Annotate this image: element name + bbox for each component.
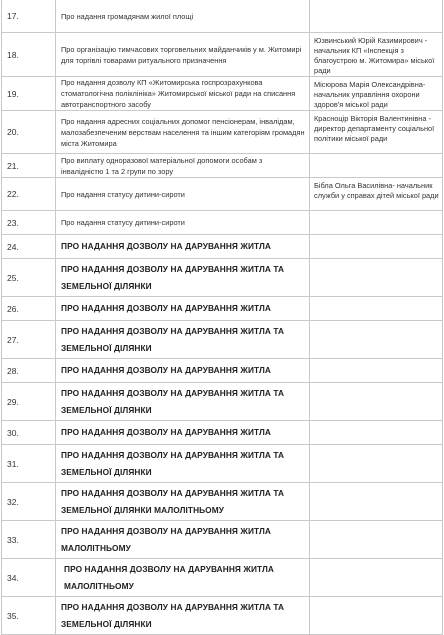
table-row: [2, 421, 443, 445]
responsible-person: Бібла Ольга Василівна- начальник служби у справах дітей міської ради: [310, 178, 443, 211]
table-row: [2, 445, 443, 483]
row-number: 29.: [2, 383, 56, 421]
table-row: [2, 235, 443, 259]
table-row: [2, 297, 443, 321]
table-row: [2, 321, 443, 359]
table-row: [2, 483, 443, 521]
responsible-person: [310, 321, 443, 359]
agenda-item-title: Про надання статусу дитини-сироти: [56, 178, 310, 211]
table-row: [2, 259, 443, 297]
agenda-item-title: Про надання адресних соціальних допомог пенсіонерам, інвалідам, малозабезпеченим верствам населення та іншим категоріям громадян міста Житомира: [56, 111, 310, 154]
row-number: 28.: [2, 359, 56, 383]
agenda-item-title: Про надання громадянам жилої площі: [56, 0, 310, 33]
row-number: 25.: [2, 259, 56, 297]
agenda-item-title: ПРО НАДАННЯ ДОЗВОЛУ НА ДАРУВАННЯ ЖИТЛА ТА ЗЕМЕЛЬНОЇ ДІЛЯНКИ: [56, 383, 310, 421]
agenda-item-title: ПРО НАДАННЯ ДОЗВОЛУ НА ДАРУВАННЯ ЖИТЛА: [56, 235, 310, 259]
agenda-item-title: ПРО НАДАННЯ ДОЗВОЛУ НА ДАРУВАННЯ ЖИТЛА МАЛОЛІТНЬОМУ: [56, 559, 310, 597]
table-row: [2, 559, 443, 597]
agenda-item-title: ПРО НАДАННЯ ДОЗВОЛУ НА ДАРУВАННЯ ЖИТЛА: [56, 421, 310, 445]
agenda-item-title: Про надання статусу дитини-сироти: [56, 211, 310, 235]
agenda-item-title: Про організацію тимчасових торговельних майданчиків у м. Житомирі для торгівлі товарами ритуального призначення: [56, 33, 310, 77]
row-number: 19.: [2, 77, 56, 111]
row-number: 33.: [2, 521, 56, 559]
row-number: 34.: [2, 559, 56, 597]
agenda-item-title: ПРО НАДАННЯ ДОЗВОЛУ НА ДАРУВАННЯ ЖИТЛА ТА ЗЕМЕЛЬНОЇ ДІЛЯНКИ: [56, 259, 310, 297]
responsible-person: [310, 154, 443, 178]
responsible-person: [310, 359, 443, 383]
table-row: [2, 359, 443, 383]
agenda-item-title: ПРО НАДАННЯ ДОЗВОЛУ НА ДАРУВАННЯ ЖИТЛА ТА ЗЕМЕЛЬНОЇ ДІЛЯНКИ: [56, 597, 310, 635]
agenda-item-title: Про виплату одноразової матеріальної допомоги особам з інвалідністю 1 та 2 групи по зору: [56, 154, 310, 178]
table-row: [2, 33, 443, 77]
responsible-person: [310, 559, 443, 597]
row-number: 23.: [2, 211, 56, 235]
table-row: [2, 178, 443, 211]
responsible-person: Місюрова Марія Олександрівна- начальник управління охорони здоров'я міської ради: [310, 77, 443, 111]
row-number: 18.: [2, 33, 56, 77]
responsible-person: [310, 235, 443, 259]
responsible-person: [310, 211, 443, 235]
agenda-item-title: Про надання дозволу КП «Житомирська госпрозрахункова стоматологічна поліклініка» Житомирської міської ради на списання автотранспортного засобу: [56, 77, 310, 111]
agenda-item-title: ПРО НАДАННЯ ДОЗВОЛУ НА ДАРУВАННЯ ЖИТЛА ТА ЗЕМЕЛЬНОЇ ДІЛЯНКИ: [56, 445, 310, 483]
table-row: [2, 383, 443, 421]
responsible-person: [310, 597, 443, 635]
table-row: [2, 597, 443, 635]
agenda-item-title: ПРО НАДАННЯ ДОЗВОЛУ НА ДАРУВАННЯ ЖИТЛА: [56, 297, 310, 321]
responsible-person: Красноцір Вікторія Валентинівна - директор департаменту соціальної політики міської ради: [310, 111, 443, 154]
row-number: 35.: [2, 597, 56, 635]
row-number: 22.: [2, 178, 56, 211]
row-number: 26.: [2, 297, 56, 321]
responsible-person: [310, 0, 443, 33]
table-row: [2, 0, 443, 33]
responsible-person: [310, 297, 443, 321]
responsible-person: [310, 521, 443, 559]
agenda-item-title: ПРО НАДАННЯ ДОЗВОЛУ НА ДАРУВАННЯ ЖИТЛА ТА ЗЕМЕЛЬНОЇ ДІЛЯНКИ: [56, 321, 310, 359]
row-number: 17.: [2, 0, 56, 33]
row-number: 24.: [2, 235, 56, 259]
row-number: 20.: [2, 111, 56, 154]
responsible-person: [310, 383, 443, 421]
table-row: [2, 154, 443, 178]
row-number: 30.: [2, 421, 56, 445]
row-number: 31.: [2, 445, 56, 483]
responsible-person: [310, 483, 443, 521]
agenda-item-title: ПРО НАДАННЯ ДОЗВОЛУ НА ДАРУВАННЯ ЖИТЛА МАЛОЛІТНЬОМУ: [56, 521, 310, 559]
row-number: 21.: [2, 154, 56, 178]
table-row: [2, 521, 443, 559]
row-number: 27.: [2, 321, 56, 359]
responsible-person: [310, 445, 443, 483]
responsible-person: [310, 421, 443, 445]
agenda-item-title: ПРО НАДАННЯ ДОЗВОЛУ НА ДАРУВАННЯ ЖИТЛА: [56, 359, 310, 383]
table-row: [2, 77, 443, 111]
table-row: [2, 211, 443, 235]
row-number: 32.: [2, 483, 56, 521]
responsible-person: [310, 259, 443, 297]
responsible-person: Юзвинський Юрій Казимирович - начальник КП «Інспекція з благоустрою м. Житомира» міської ради: [310, 33, 443, 77]
agenda-table-body: [2, 0, 443, 635]
agenda-table: [1, 0, 443, 635]
table-row: [2, 111, 443, 154]
agenda-item-title: ПРО НАДАННЯ ДОЗВОЛУ НА ДАРУВАННЯ ЖИТЛА ТА ЗЕМЕЛЬНОЇ ДІЛЯНКИ МАЛОЛІТНЬОМУ: [56, 483, 310, 521]
